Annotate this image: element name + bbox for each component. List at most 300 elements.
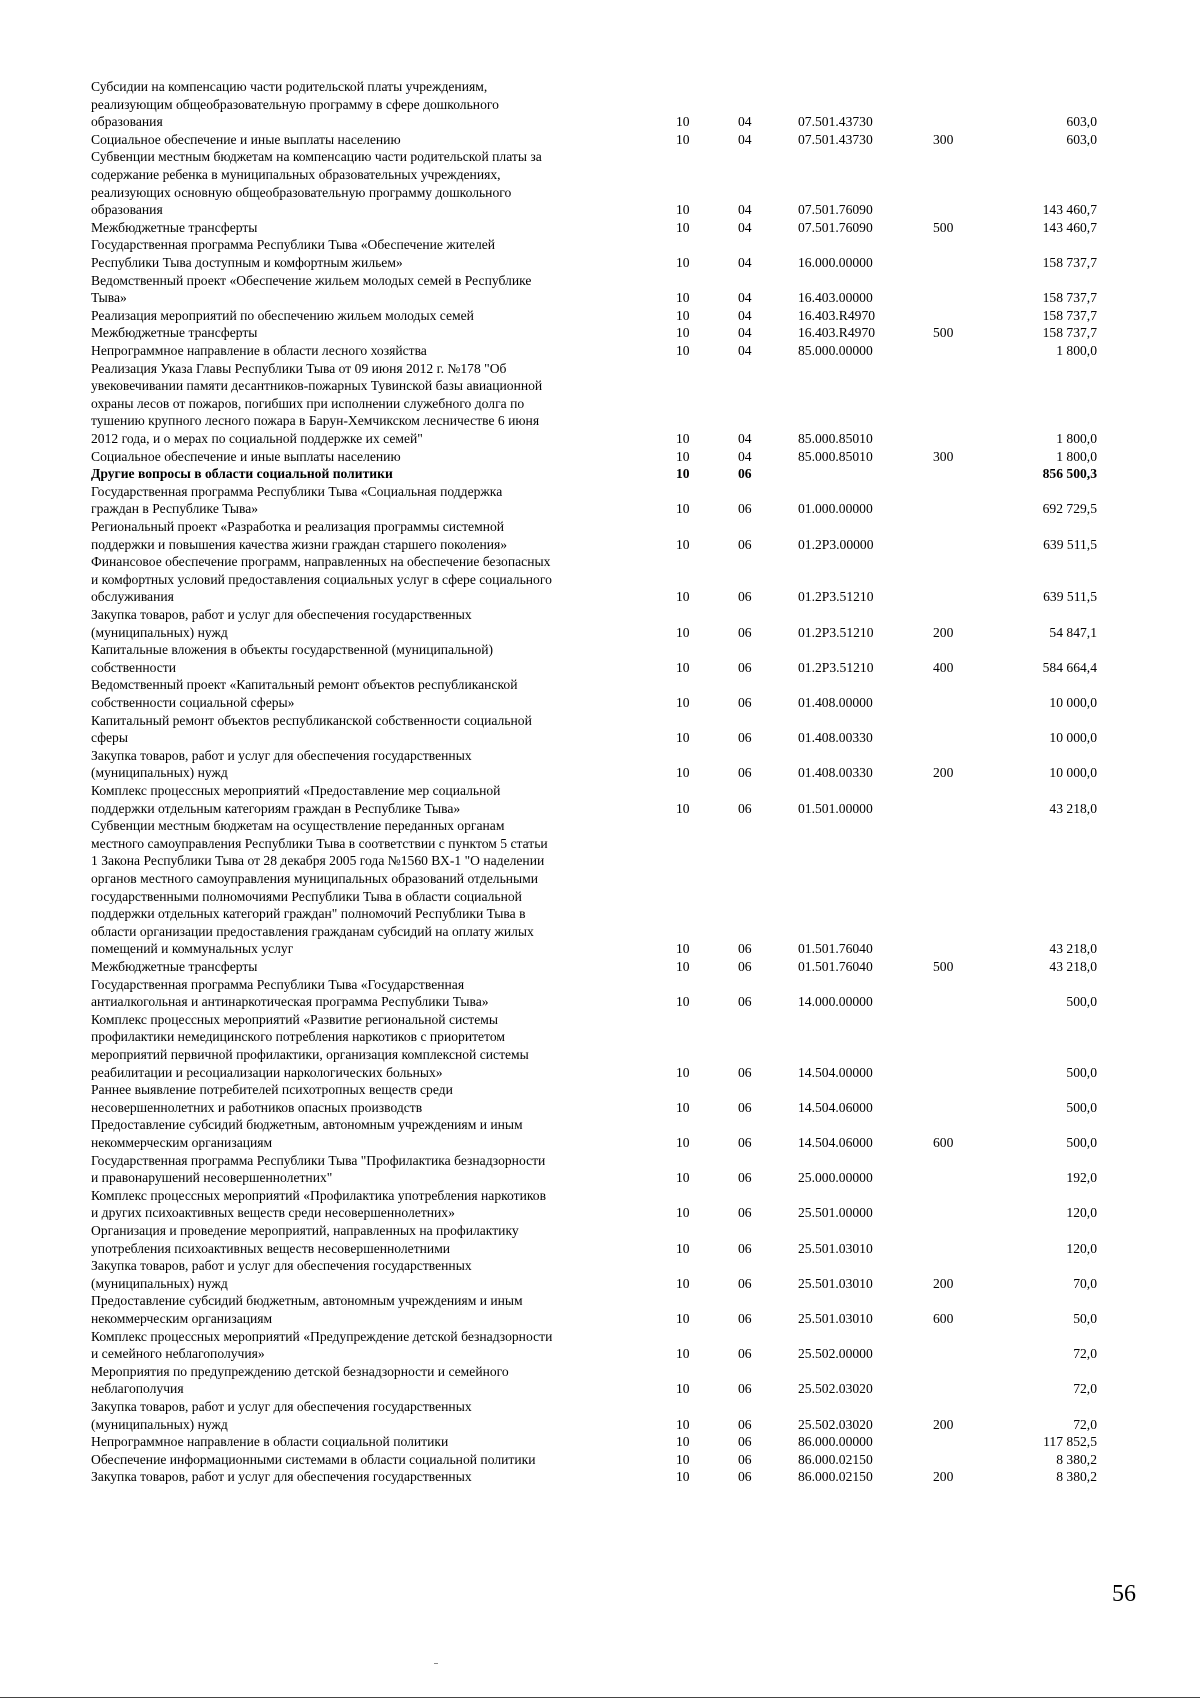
subsection-code: 06 — [738, 959, 752, 974]
row-description — [91, 342, 681, 360]
table-row — [0, 1116, 1200, 1151]
amount-value: 72,0 — [1073, 1416, 1097, 1432]
section-code: 10 — [676, 202, 690, 218]
target-article-code: 25.000.00000 — [798, 1170, 873, 1186]
subsection-code: 04 — [738, 325, 752, 341]
subsection-code: 04 — [738, 219, 752, 235]
description-line: употребления психоактивных веществ несовершеннолетними — [91, 1240, 451, 1256]
amount-value: 192,0 — [1066, 1170, 1097, 1186]
subsection-code: 04 — [738, 254, 752, 270]
subsection-code: 06 — [738, 730, 752, 746]
description-line: охраны лесов от пожаров, погибших при исполнении служебного долга по — [91, 395, 525, 411]
expense-type-code: 200 — [933, 765, 954, 781]
target-article-code: 01.2Р3.51210 — [798, 589, 874, 605]
target-article-code: 01.408.00330 — [798, 765, 873, 781]
description-line: Межбюджетные трансферты — [91, 219, 258, 235]
description-line: собственности социальной сферы» — [91, 694, 295, 710]
subsection-code: 06 — [738, 1434, 752, 1450]
description-line: и других психоактивных веществ среди несовершеннолетних» — [91, 1205, 455, 1221]
row-description — [91, 1152, 681, 1187]
description-line: поддержки и повышения качества жизни граждан старшего поколения» — [91, 536, 508, 552]
expense-type-code: 200 — [933, 1416, 954, 1432]
subsection-code: 06 — [738, 1134, 752, 1150]
expense-type-code: 500 — [933, 959, 954, 974]
description-line: некоммерческим организациям — [91, 1310, 273, 1326]
amount-value: 1 800,0 — [1056, 343, 1097, 358]
table-row — [0, 518, 1200, 553]
description-line: антиалкогольная и антинаркотическая программа Республики Тыва» — [91, 994, 489, 1010]
table-row — [0, 465, 1200, 483]
table-row — [0, 360, 1200, 448]
target-article-code: 16.403.R4970 — [798, 325, 876, 341]
row-description — [91, 606, 681, 641]
amount-value: 117 852,5 — [1043, 1434, 1097, 1450]
description-line: Республики Тыва доступным и комфортным жильем» — [91, 254, 403, 270]
description-line: Государственная программа Республики Тыва «Социальная поддержка — [91, 483, 503, 499]
table-row — [0, 324, 1200, 342]
description-line: Капитальный ремонт объектов республиканской собственности социальной — [91, 712, 532, 728]
subsection-code: 06 — [738, 501, 752, 517]
row-description — [91, 958, 681, 976]
target-article-code: 25.502.00000 — [798, 1346, 873, 1362]
description-line: профилактики немедицинского потребления наркотиков с приоритетом — [91, 1029, 505, 1045]
description-line: (муниципальных) нужд — [91, 624, 228, 640]
amount-value: 8 380,2 — [1056, 1469, 1097, 1485]
section-code: 10 — [676, 343, 690, 358]
row-description — [91, 1292, 681, 1327]
expense-type-code: 500 — [933, 325, 954, 341]
expense-type-code: 500 — [933, 219, 954, 235]
expense-type-code: 200 — [933, 624, 954, 640]
row-description — [91, 324, 681, 342]
description-line: Мероприятия по предупреждению детской безнадзорности и семейного — [91, 1363, 509, 1379]
row-description — [91, 131, 681, 149]
subsection-code: 06 — [738, 536, 752, 552]
amount-value: 43 218,0 — [1049, 959, 1097, 974]
section-code: 10 — [676, 1346, 690, 1362]
description-line: содержание ребенка в муниципальных образовательных учреждениях, — [91, 166, 501, 182]
target-article-code: 07.501.43730 — [798, 131, 873, 147]
description-line: реализующим общеобразовательную программу в сфере дошкольного — [91, 96, 499, 112]
subsection-code: 04 — [738, 202, 752, 218]
table-row — [0, 131, 1200, 149]
table-row — [0, 1257, 1200, 1292]
row-description — [91, 976, 681, 1011]
amount-value: 603,0 — [1066, 131, 1097, 147]
description-line: собственности — [91, 659, 177, 675]
subsection-code: 04 — [738, 114, 752, 130]
target-article-code: 16.000.00000 — [798, 254, 873, 270]
row-description — [91, 1011, 681, 1081]
amount-value: 10 000,0 — [1049, 765, 1097, 781]
table-row — [0, 1433, 1200, 1451]
subsection-code: 06 — [738, 800, 752, 816]
amount-value: 143 460,7 — [1042, 202, 1097, 218]
section-code: 10 — [676, 501, 690, 517]
description-line: некоммерческим организациям — [91, 1134, 273, 1150]
amount-value: 158 737,7 — [1042, 290, 1097, 306]
amount-value: 856 500,3 — [1042, 466, 1097, 482]
description-line: Реализация мероприятий по обеспечению жильем молодых семей — [91, 307, 474, 323]
table-row — [0, 1152, 1200, 1187]
amount-value: 1 800,0 — [1056, 448, 1097, 464]
description-line: сферы — [91, 730, 128, 746]
amount-value: 10 000,0 — [1049, 694, 1097, 710]
amount-value: 72,0 — [1073, 1346, 1097, 1362]
target-article-code: 01.408.00330 — [798, 730, 873, 746]
table-row — [0, 747, 1200, 782]
section-code: 10 — [676, 959, 690, 974]
table-row — [0, 148, 1200, 218]
target-article-code: 01.000.00000 — [798, 501, 873, 517]
description-line: Региональный проект «Разработка и реализация программы системной — [91, 519, 505, 534]
description-line: Закупка товаров, работ и услуг для обеспечения государственных — [91, 1469, 472, 1485]
subsection-code: 06 — [738, 1064, 752, 1080]
description-line: Финансовое обеспечение программ, направленных на обеспечение безопасных — [91, 554, 551, 570]
section-code: 10 — [676, 1170, 690, 1186]
expense-type-code: 600 — [933, 1310, 954, 1326]
description-line: Предоставление субсидий бюджетным, автономным учреждениям и иным — [91, 1293, 523, 1309]
expense-type-code: 300 — [933, 131, 954, 147]
amount-value: 43 218,0 — [1049, 941, 1097, 957]
table-row — [0, 676, 1200, 711]
table-row — [0, 1451, 1200, 1469]
amount-value: 639 511,5 — [1043, 589, 1097, 605]
amount-value: 500,0 — [1066, 1099, 1097, 1115]
subsection-code: 06 — [738, 659, 752, 675]
section-code: 10 — [676, 1275, 690, 1291]
subsection-code: 06 — [738, 941, 752, 957]
row-description — [91, 1363, 681, 1398]
row-description — [91, 1433, 681, 1451]
table-row — [0, 1468, 1200, 1486]
scan-mark — [434, 1663, 438, 1664]
target-article-code: 86.000.02150 — [798, 1451, 873, 1467]
target-article-code: 86.000.02150 — [798, 1469, 873, 1485]
description-line: Государственная программа Республики Тыва «Государственная — [91, 976, 465, 992]
description-line: Организация и проведение мероприятий, направленных на профилактику — [91, 1223, 519, 1238]
target-article-code: 16.403.R4970 — [798, 307, 876, 323]
row-description — [91, 1328, 681, 1363]
section-code: 10 — [676, 307, 690, 323]
description-line: 1 Закона Республики Тыва от 28 декабря 2005 года №1560 ВХ-1 "О наделении — [91, 853, 545, 869]
description-line: образования — [91, 202, 163, 218]
amount-value: 8 380,2 — [1056, 1451, 1097, 1467]
section-code: 10 — [676, 941, 690, 957]
expense-type-code: 200 — [933, 1275, 954, 1291]
description-line: Комплекс процессных мероприятий «Предоставление мер социальной — [91, 783, 501, 798]
section-code: 10 — [676, 536, 690, 552]
description-line: несовершеннолетних и работников опасных производств — [91, 1099, 423, 1115]
section-code: 10 — [676, 466, 690, 482]
section-code: 10 — [676, 131, 690, 147]
subsection-code: 04 — [738, 430, 752, 446]
table-row — [0, 1328, 1200, 1363]
amount-value: 584 664,4 — [1042, 659, 1097, 675]
description-line: органов местного самоуправления муниципальных образований отдельными — [91, 870, 539, 886]
amount-value: 158 737,7 — [1042, 254, 1097, 270]
target-article-code: 01.2Р3.00000 — [798, 536, 874, 552]
description-line: Государственная программа Республики Тыва "Профилактика безнадзорности — [91, 1152, 546, 1168]
row-description — [91, 307, 681, 325]
section-code: 10 — [676, 994, 690, 1010]
description-line: обслуживания — [91, 589, 174, 605]
description-line: Предоставление субсидий бюджетным, автономным учреждениям и иным — [91, 1117, 523, 1133]
row-description — [91, 712, 681, 747]
target-article-code: 01.501.76040 — [798, 941, 873, 957]
row-description — [91, 360, 681, 448]
row-description — [91, 1257, 681, 1292]
subsection-code: 06 — [738, 466, 752, 482]
description-line: Социальное обеспечение и иные выплаты населению — [91, 448, 401, 464]
description-line: (муниципальных) нужд — [91, 1275, 228, 1291]
description-line: образования — [91, 114, 163, 130]
amount-value: 54 847,1 — [1049, 624, 1097, 640]
description-line: граждан в Республике Тыва» — [91, 501, 259, 517]
description-line: Субвенции местным бюджетам на осуществление переданных органам — [91, 818, 505, 834]
subsection-code: 06 — [738, 1451, 752, 1467]
description-line: Ведомственный проект «Капитальный ремонт объектов республиканской — [91, 677, 518, 693]
amount-value: 43 218,0 — [1049, 800, 1097, 816]
row-description — [91, 78, 681, 131]
table-row — [0, 817, 1200, 958]
amount-value: 603,0 — [1066, 114, 1097, 130]
amount-value: 639 511,5 — [1043, 536, 1097, 552]
description-line: Межбюджетные трансферты — [91, 325, 258, 341]
description-line: Субсидии на компенсацию части родительской платы учреждениям, — [91, 79, 488, 94]
subsection-code: 06 — [738, 994, 752, 1010]
amount-value: 50,0 — [1073, 1310, 1097, 1326]
description-line: Государственная программа Республики Тыва «Обеспечение жителей — [91, 237, 496, 253]
row-description — [91, 448, 681, 466]
table-row — [0, 483, 1200, 518]
section-code: 10 — [676, 1416, 690, 1432]
section-code: 10 — [676, 1205, 690, 1221]
table-row — [0, 782, 1200, 817]
section-code: 10 — [676, 1240, 690, 1256]
subsection-code: 04 — [738, 448, 752, 464]
description-line: Закупка товаров, работ и услуг для обеспечения государственных — [91, 607, 472, 622]
table-row — [0, 307, 1200, 325]
table-row — [0, 712, 1200, 747]
description-line: Закупка товаров, работ и услуг для обеспечения государственных — [91, 1399, 472, 1414]
expense-type-code: 200 — [933, 1469, 954, 1485]
row-description — [91, 1116, 681, 1151]
target-article-code: 01.501.00000 — [798, 800, 873, 816]
target-article-code: 07.501.76090 — [798, 219, 873, 235]
table-row — [0, 1398, 1200, 1433]
row-description — [91, 747, 681, 782]
target-article-code: 01.2Р3.51210 — [798, 624, 874, 640]
description-line: Тыва» — [91, 290, 127, 306]
section-code: 10 — [676, 1469, 690, 1485]
subsection-code: 06 — [738, 1170, 752, 1186]
subsection-code: 06 — [738, 1469, 752, 1485]
expense-type-code: 300 — [933, 448, 954, 464]
table-row — [0, 1292, 1200, 1327]
description-line: реализующих основную общеобразовательную программу дошкольного — [91, 184, 512, 200]
section-code: 10 — [676, 589, 690, 605]
subsection-code: 06 — [738, 1240, 752, 1256]
table-row — [0, 1363, 1200, 1398]
target-article-code: 14.504.06000 — [798, 1134, 873, 1150]
description-line: и комфортных условий предоставления социальных услуг в сфере социального — [91, 571, 552, 587]
subsection-code: 04 — [738, 343, 752, 358]
target-article-code: 25.502.03020 — [798, 1381, 873, 1397]
target-article-code: 25.501.00000 — [798, 1205, 873, 1221]
row-description — [91, 1451, 681, 1469]
description-line: области организации предоставления гражданам субсидий на оплату жилых — [91, 923, 534, 939]
subsection-code: 06 — [738, 1099, 752, 1115]
subsection-code: 06 — [738, 1275, 752, 1291]
expense-type-code: 400 — [933, 659, 954, 675]
section-code: 10 — [676, 325, 690, 341]
table-row — [0, 219, 1200, 237]
row-description — [91, 219, 681, 237]
table-row — [0, 1081, 1200, 1116]
section-code: 10 — [676, 1310, 690, 1326]
description-line: неблагополучия — [91, 1381, 184, 1397]
description-line: помещений и коммунальных услуг — [91, 941, 294, 957]
description-line: 2012 года, и о мерах по социальной поддержке их семей" — [91, 430, 423, 446]
subsection-code: 06 — [738, 589, 752, 605]
table-row — [0, 1011, 1200, 1081]
description-line: и семейного неблагополучия» — [91, 1346, 265, 1362]
row-description — [91, 1081, 681, 1116]
description-line: Закупка товаров, работ и услуг для обеспечения государственных — [91, 1258, 472, 1274]
subsection-code: 06 — [738, 1416, 752, 1432]
row-description — [91, 1187, 681, 1222]
subsection-code: 04 — [738, 131, 752, 147]
description-line: тушению крупного лесного пожара в Барун-Хемчикском лесничестве 6 июня — [91, 413, 540, 429]
section-code: 10 — [676, 430, 690, 446]
table-row — [0, 1222, 1200, 1257]
row-description — [91, 148, 681, 218]
target-article-code: 14.000.00000 — [798, 994, 873, 1010]
row-description — [91, 272, 681, 307]
table-row — [0, 78, 1200, 131]
amount-value: 500,0 — [1066, 1134, 1097, 1150]
subsection-code: 06 — [738, 624, 752, 640]
section-code: 10 — [676, 1381, 690, 1397]
section-code: 10 — [676, 765, 690, 781]
row-description — [91, 1398, 681, 1433]
amount-value: 143 460,7 — [1042, 219, 1097, 235]
target-article-code: 25.502.03020 — [798, 1416, 873, 1432]
section-code: 10 — [676, 1064, 690, 1080]
description-line: (муниципальных) нужд — [91, 765, 228, 781]
description-line: поддержки отдельных категорий граждан" полномочий Республики Тыва в — [91, 906, 526, 922]
description-line: Межбюджетные трансферты — [91, 959, 258, 974]
subsection-code: 06 — [738, 1310, 752, 1326]
description-line: Комплекс процессных мероприятий «Профилактика употребления наркотиков — [91, 1187, 547, 1203]
target-article-code: 85.000.85010 — [798, 430, 873, 446]
section-code: 10 — [676, 290, 690, 306]
row-description — [91, 483, 681, 518]
subsection-code: 06 — [738, 694, 752, 710]
description-line: Капитальные вложения в объекты государственной (муниципальной) — [91, 642, 494, 658]
amount-value: 158 737,7 — [1042, 307, 1097, 323]
table-row — [0, 272, 1200, 307]
table-row — [0, 448, 1200, 466]
amount-value: 692 729,5 — [1042, 501, 1097, 517]
table-row — [0, 606, 1200, 641]
amount-value: 120,0 — [1066, 1205, 1097, 1221]
target-article-code: 85.000.00000 — [798, 343, 873, 358]
table-row — [0, 553, 1200, 606]
section-code: 10 — [676, 694, 690, 710]
row-description — [91, 676, 681, 711]
target-article-code: 16.403.00000 — [798, 290, 873, 306]
description-line: мероприятий первичной профилактики, организация комплексной системы — [91, 1046, 529, 1062]
table-row — [0, 976, 1200, 1011]
page-number: 56 — [1112, 1581, 1136, 1607]
subsection-code: 06 — [738, 1205, 752, 1221]
description-line: Реализация Указа Главы Республики Тыва от 09 июня 2012 г. №178 "Об — [91, 360, 507, 376]
description-line: Субвенции местным бюджетам на компенсацию части родительской платы за — [91, 149, 542, 165]
target-article-code: 07.501.43730 — [798, 114, 873, 130]
section-code: 10 — [676, 114, 690, 130]
table-row — [0, 236, 1200, 271]
section-code: 10 — [676, 1134, 690, 1150]
description-line: Ведомственный проект «Обеспечение жильем молодых семей в Республике — [91, 272, 532, 288]
table-row — [0, 342, 1200, 360]
description-line: поддержки отдельным категориям граждан в Республике Тыва» — [91, 800, 461, 816]
target-article-code: 25.501.03010 — [798, 1240, 873, 1256]
subsection-code: 04 — [738, 290, 752, 306]
row-description — [91, 817, 681, 958]
target-article-code: 25.501.03010 — [798, 1275, 873, 1291]
description-line: реабилитации и ресоциализации наркологических больных» — [91, 1064, 443, 1080]
section-code: 10 — [676, 1099, 690, 1115]
amount-value: 158 737,7 — [1042, 325, 1097, 341]
description-line: увековечивании памяти десантников-пожарных Тувинской базы авиационной — [91, 378, 543, 394]
amount-value: 10 000,0 — [1049, 730, 1097, 746]
target-article-code: 14.504.00000 — [798, 1064, 873, 1080]
target-article-code: 25.501.03010 — [798, 1310, 873, 1326]
section-code: 10 — [676, 1434, 690, 1450]
row-description — [91, 641, 681, 676]
description-line: Раннее выявление потребителей психотропных веществ среди — [91, 1082, 453, 1098]
amount-value: 500,0 — [1066, 994, 1097, 1010]
section-code: 10 — [676, 730, 690, 746]
description-line: Непрограммное направление в области лесного хозяйства — [91, 343, 427, 358]
row-description — [91, 1468, 681, 1486]
amount-value: 70,0 — [1073, 1275, 1097, 1291]
section-code: 10 — [676, 219, 690, 235]
description-line: Комплекс процессных мероприятий «Развитие региональной системы — [91, 1011, 499, 1027]
row-description — [91, 518, 681, 553]
target-article-code: 01.2Р3.51210 — [798, 659, 874, 675]
description-line: Комплекс процессных мероприятий «Предупреждение детской безнадзорности — [91, 1328, 553, 1344]
expense-type-code: 600 — [933, 1134, 954, 1150]
description-line: Непрограммное направление в области социальной политики — [91, 1434, 449, 1450]
section-code: 10 — [676, 624, 690, 640]
amount-value: 1 800,0 — [1056, 430, 1097, 446]
target-article-code: 01.408.00000 — [798, 694, 873, 710]
amount-value: 500,0 — [1066, 1064, 1097, 1080]
target-article-code: 86.000.00000 — [798, 1434, 873, 1450]
table-row — [0, 1187, 1200, 1222]
table-row — [0, 958, 1200, 976]
description-line: Обеспечение информационными системами в области социальной политики — [91, 1451, 536, 1467]
target-article-code: 01.501.76040 — [798, 959, 873, 974]
row-description — [91, 782, 681, 817]
target-article-code: 14.504.06000 — [798, 1099, 873, 1115]
description-line: Закупка товаров, работ и услуг для обеспечения государственных — [91, 747, 472, 763]
subsection-code: 06 — [738, 1346, 752, 1362]
row-description — [91, 465, 681, 483]
